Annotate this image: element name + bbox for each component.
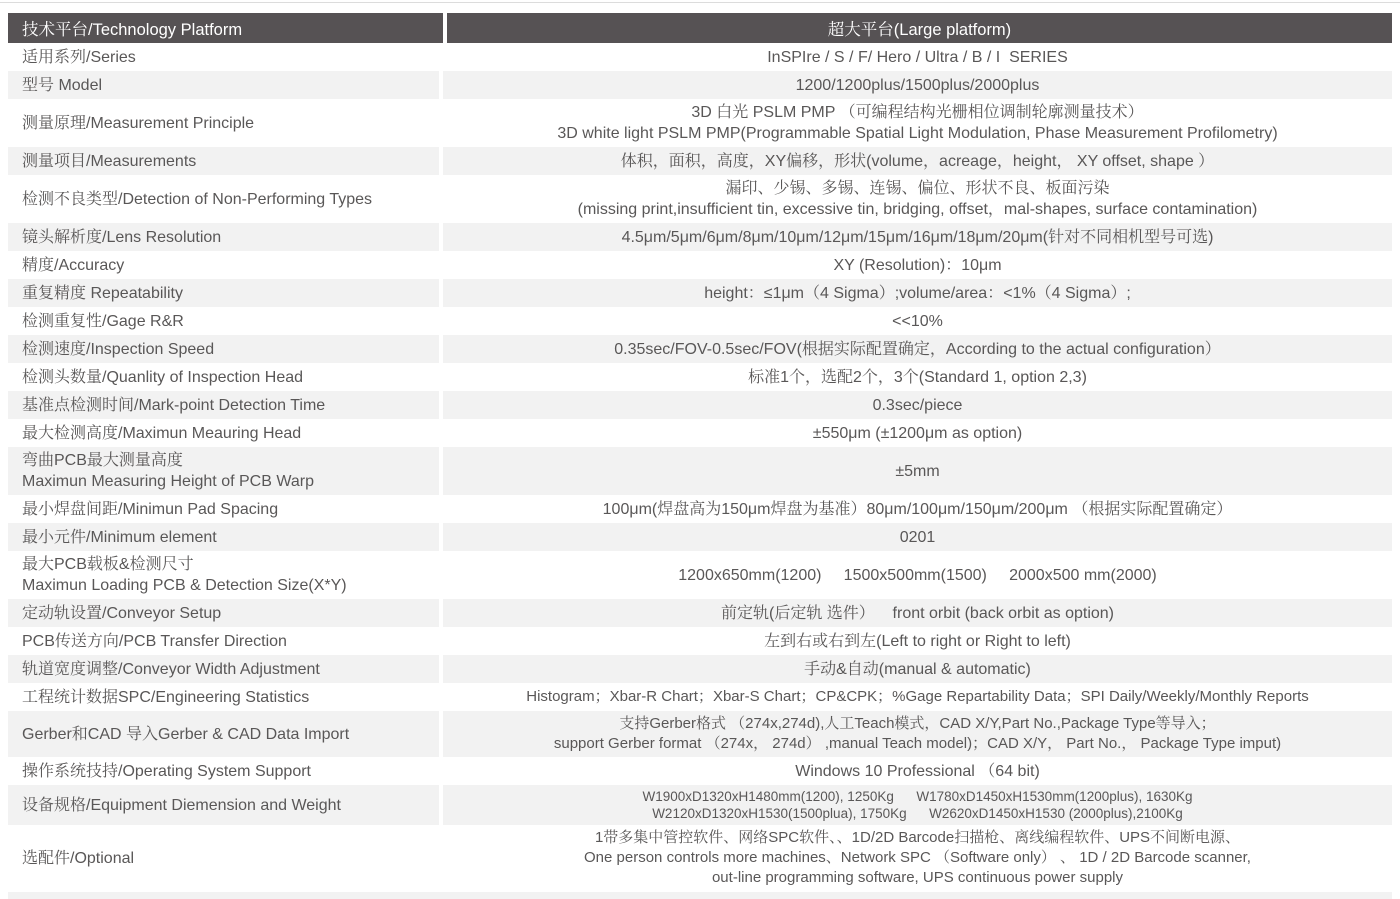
row-label-line: Gerber和CAD 导入Gerber & CAD Data Import	[22, 725, 350, 743]
row-value	[443, 363, 1392, 391]
row-label-line: 定动轨设置/Conveyor Setup	[22, 604, 222, 622]
row-label	[8, 627, 443, 655]
table-row	[8, 279, 1392, 307]
row-value-line: <<10%	[892, 312, 943, 330]
row-value-line: 漏印、少锡、多锡、连锡、偏位、形状不良、板面污染	[725, 180, 1110, 197]
row-value-line: 3D white light PSLM PMP(Programmable Spatial Light Modulation, Phase Measurement Profilometry)	[557, 125, 1278, 142]
row-label	[8, 683, 443, 711]
row-label-line: 型号 Model	[22, 76, 103, 94]
row-value	[443, 43, 1392, 71]
row-value-line: 0201	[899, 528, 936, 546]
row-label-line: Maximun Loading PCB & Detection Size(X*Y)	[22, 577, 347, 594]
row-value-line: 体积，面积，高度，XY偏移，形状(volume，acreage，height， XY offset, shape ）	[620, 152, 1215, 170]
row-label	[8, 99, 443, 147]
row-value-line: W2120xD1320xH1530(1500plua), 1750Kg W2620xD1450xH1530 (2000plus),2100Kg	[652, 806, 1183, 821]
row-label	[8, 495, 443, 523]
row-label	[8, 335, 443, 363]
row-value-line: 100μm(焊盘高为150μm焊盘为基准）80μm/100μm/150μm/200μm （根据实际配置确定）	[602, 500, 1233, 518]
row-value-line: ±550μm (±1200μm as option)	[812, 424, 1023, 442]
row-label	[8, 523, 443, 551]
table-row	[8, 551, 1392, 599]
row-label-line: 检测头数量/Quanlity of Inspection Head	[22, 368, 304, 386]
row-label-line: 镜头解析度/Lens Resolution	[22, 228, 222, 246]
row-value-line: support Gerber format （274x， 274d） ,manual Teach model)；CAD X/Y， Part No.， Package Type imput)	[553, 735, 1282, 752]
row-label-line: 轨道宽度调整/Conveyor Width Adjustment	[22, 660, 320, 678]
row-value-line: 1200x650mm(1200) 1500x500mm(1500) 2000x500 mm(2000)	[678, 566, 1157, 584]
row-value	[443, 599, 1392, 627]
specification-table	[8, 13, 1392, 899]
row-label-line: 选配件/Optional	[22, 849, 135, 867]
row-value	[443, 523, 1392, 551]
row-value-line: 1200/1200plus/1500plus/2000plus	[795, 76, 1040, 94]
row-label-line: 工程统计数据SPC/Engineering Statistics	[22, 688, 310, 706]
row-label-line: 测量项目/Measurements	[22, 152, 197, 170]
table-row	[8, 599, 1392, 627]
row-value	[443, 825, 1392, 891]
row-label	[8, 825, 443, 891]
row-label-line: 精度/Accuracy	[22, 256, 125, 274]
row-value	[443, 447, 1392, 495]
table-row	[8, 627, 1392, 655]
row-label	[8, 655, 443, 683]
table-row	[8, 99, 1392, 147]
table-row	[8, 785, 1392, 825]
table-row	[8, 147, 1392, 175]
row-label-line: 最大检测高度/Maximun Meauring Head	[22, 424, 302, 442]
table-header-row	[8, 13, 1392, 43]
row-label-line: 适用系列/Series	[22, 48, 136, 66]
table-row	[8, 523, 1392, 551]
table-row	[8, 363, 1392, 391]
table-row	[8, 683, 1392, 711]
table-row	[8, 71, 1392, 99]
row-value-line: out-line programming software, UPS continuous power supply	[711, 869, 1124, 886]
row-label	[8, 711, 443, 757]
row-label-line: 检测重复性/Gage R&R	[22, 312, 184, 330]
row-label-line: Maximun Measuring Height of PCB Warp	[22, 473, 314, 490]
row-value	[443, 711, 1392, 757]
row-label-line: PCB传送方向/PCB Transfer Direction	[22, 632, 287, 650]
row-label	[8, 175, 443, 223]
table-row	[8, 495, 1392, 523]
row-value	[443, 251, 1392, 279]
row-value	[443, 551, 1392, 599]
row-label	[8, 251, 443, 279]
row-value-line: 0.3sec/piece	[872, 396, 963, 414]
row-value-line: InSPIre / S / F/ Hero / Ultra / B / I SERIES	[767, 48, 1068, 66]
table-row	[8, 447, 1392, 495]
row-value	[443, 71, 1392, 99]
row-value-line: Windows 10 Professional （64 bit)	[795, 762, 1040, 780]
row-label	[8, 363, 443, 391]
row-label-line: 最大PCB载板&检测尺寸	[22, 556, 194, 573]
row-label-line: 最小焊盘间距/Minimun Pad Spacing	[22, 500, 279, 518]
row-label	[8, 757, 443, 785]
row-value-line: 标准1个，选配2个，3个(Standard 1, option 2,3)	[748, 368, 1087, 386]
row-label	[8, 785, 443, 825]
table-row	[8, 335, 1392, 363]
row-value	[443, 785, 1392, 825]
top-divider-line	[0, 2, 1400, 3]
row-value-line: 支持Gerber格式 （274x,274d),人工Teach模式，CAD X/Y,Part No.,Package Type等导入；	[619, 715, 1216, 732]
row-label	[8, 71, 443, 99]
table-row	[8, 175, 1392, 223]
row-label	[8, 599, 443, 627]
table-row	[8, 655, 1392, 683]
row-label-line: 设备规格/Equipment Diemension and Weight	[22, 796, 341, 814]
row-label	[8, 43, 443, 71]
row-value-line: (missing print,insufficient tin, excessive tin, bridging, offset，mal-shapes, surface contamination)	[577, 201, 1258, 218]
row-label	[8, 391, 443, 419]
row-label-line: 弯曲PCB最大测量高度	[22, 452, 183, 469]
row-value-line: One person controls more machines、Network SPC （Software only） 、 1D / 2D Barcode scanner,	[584, 849, 1251, 866]
table-row	[8, 251, 1392, 279]
row-value-line: 手动&自动(manual & automatic)	[804, 660, 1031, 678]
row-value	[443, 655, 1392, 683]
row-label	[8, 419, 443, 447]
row-label	[8, 223, 443, 251]
row-value	[443, 683, 1392, 711]
header-left-cell: 技术平台/Technology Platform	[8, 13, 443, 43]
row-value	[443, 391, 1392, 419]
table-body	[8, 43, 1392, 891]
row-label	[8, 279, 443, 307]
table-row	[8, 43, 1392, 71]
table-row	[8, 307, 1392, 335]
row-value-line: ±5mm	[895, 462, 940, 480]
row-value-line: 1带多集中管控软件、网络SPC软件、、1D/2D Barcode扫描枪、离线编程软件、UPS不间断电源、	[594, 829, 1241, 846]
table-row	[8, 711, 1392, 757]
row-value	[443, 495, 1392, 523]
row-value-line: 0.35sec/FOV-0.5sec/FOV(根据实际配置确定，According to the actual configuration）	[614, 340, 1221, 358]
row-value-line: 3D 白光 PSLM PMP （可编程结构光栅相位调制轮廓测量技术）	[691, 104, 1144, 121]
row-label	[8, 307, 443, 335]
row-value-line: 左到右或右到左(Left to right or Right to left)	[764, 632, 1071, 650]
row-label-line: 重复精度 Repeatability	[22, 284, 183, 302]
row-label-line: 最小元件/Minimum element	[22, 528, 217, 546]
row-value	[443, 307, 1392, 335]
row-value	[443, 335, 1392, 363]
row-label-line: 检测速度/Inspection Speed	[22, 340, 215, 358]
row-value-line: W1900xD1320xH1480mm(1200), 1250Kg W1780xD1450xH1530mm(1200plus), 1630Kg	[642, 789, 1193, 804]
row-value	[443, 147, 1392, 175]
bottom-strip	[8, 892, 1392, 899]
row-value-line: Histogram；Xbar-R Chart；Xbar-S Chart；CP&CPK；%Gage Repartability Data；SPI Daily/Weekly/Monthly Reports	[526, 688, 1309, 705]
row-value	[443, 99, 1392, 147]
row-value	[443, 223, 1392, 251]
header-right-cell: 超大平台(Large platform)	[447, 13, 1392, 43]
row-value	[443, 419, 1392, 447]
row-label	[8, 551, 443, 599]
row-value-line: 前定轨(后定轨 选件） front orbit (back orbit as option)	[721, 604, 1114, 622]
table-row	[8, 391, 1392, 419]
row-value	[443, 279, 1392, 307]
table-row	[8, 419, 1392, 447]
row-value	[443, 175, 1392, 223]
row-value-line: height：≤1μm（4 Sigma）;volume/area：<1%（4 Sigma）;	[704, 284, 1131, 302]
table-row	[8, 757, 1392, 785]
row-value-line: 4.5μm/5μm/6μm/8μm/10μm/12μm/15μm/16μm/18μm/20μm(针对不同相机型号可选)	[621, 228, 1214, 246]
row-value	[443, 627, 1392, 655]
row-label-line: 基准点检测时间/Mark-point Detection Time	[22, 396, 326, 414]
row-value	[443, 757, 1392, 785]
row-label	[8, 447, 443, 495]
row-label-line: 操作系统技持/Operating System Support	[22, 762, 311, 780]
row-label-line: 测量原理/Measurement Principle	[22, 114, 255, 132]
row-label-line: 检测不良类型/Detection of Non-Performing Types	[22, 190, 373, 208]
table-row	[8, 825, 1392, 891]
row-label	[8, 147, 443, 175]
row-value-line: XY (Resolution)：10μm	[833, 256, 1002, 274]
table-row	[8, 223, 1392, 251]
